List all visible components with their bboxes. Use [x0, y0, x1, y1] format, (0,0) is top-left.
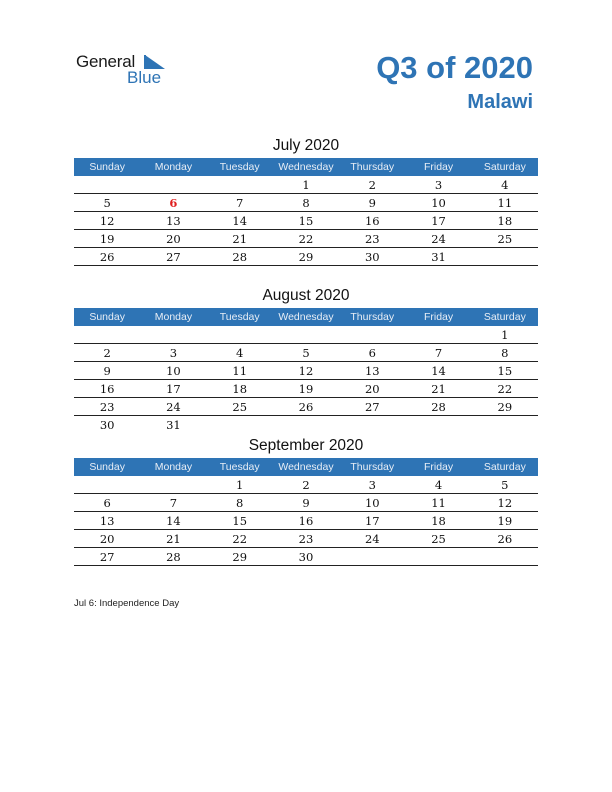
day-cell: 15: [497, 363, 513, 378]
weekday-label: Thursday: [350, 311, 395, 323]
day-cell: 7: [236, 195, 244, 210]
week-row: [74, 194, 538, 212]
weekday-label: Tuesday: [219, 461, 260, 473]
month-title: August 2020: [262, 287, 350, 304]
week-row: [74, 344, 538, 362]
day-cell: 28: [232, 249, 248, 264]
day-cell: 30: [298, 549, 314, 564]
weekday-label: Monday: [154, 311, 193, 323]
day-cell: 23: [99, 399, 115, 414]
day-cell: 17: [431, 213, 446, 228]
day-cell: 31: [431, 249, 446, 264]
day-cell: 29: [232, 549, 248, 564]
day-cell: 19: [99, 231, 115, 246]
day-cell: 13: [166, 213, 181, 228]
day-cell: 30: [99, 417, 115, 432]
day-cell: 16: [99, 381, 115, 396]
day-cell: 18: [497, 213, 513, 228]
logo-text-general: General: [76, 52, 136, 71]
weekday-label: Friday: [423, 461, 454, 473]
calendar-august: [74, 284, 538, 433]
day-cell: 25: [232, 399, 248, 414]
weekday-header: [74, 308, 538, 326]
day-cell: 12: [298, 363, 314, 378]
month-title: July 2020: [272, 137, 340, 154]
weekday-label: Wednesday: [278, 161, 334, 173]
day-cell: 29: [497, 399, 513, 414]
day-cell: 13: [99, 513, 115, 528]
logo-text-blue: Blue: [127, 68, 162, 87]
day-cell: 8: [302, 195, 310, 210]
weekday-label: Wednesday: [278, 311, 334, 323]
day-cell: 12: [99, 213, 115, 228]
weekday-label: Sunday: [89, 311, 125, 323]
day-cell: 3: [169, 345, 178, 360]
day-cell: 20: [99, 531, 115, 546]
day-cell: 3: [368, 477, 376, 492]
day-cell: 30: [364, 249, 380, 264]
weekday-label: Saturday: [483, 311, 526, 323]
day-cell: 11: [232, 363, 248, 378]
day-cell: 4: [434, 477, 443, 492]
day-cell: 3: [434, 177, 443, 192]
weekday-label: Tuesday: [219, 161, 260, 173]
day-cell: 22: [497, 381, 513, 396]
day-cell: 27: [166, 249, 181, 264]
calendar-july: [74, 134, 538, 266]
day-cell: 18: [232, 381, 248, 396]
weekday-label: Sunday: [89, 161, 125, 173]
day-cell: 2: [368, 177, 376, 192]
day-cell: 29: [298, 249, 314, 264]
day-cell: 25: [497, 231, 513, 246]
weekday-label: Monday: [154, 161, 193, 173]
day-cell: 9: [302, 495, 310, 510]
day-cell: 25: [431, 531, 446, 546]
week-row: [74, 380, 538, 398]
day-cell: 19: [298, 381, 314, 396]
day-cell: 1: [302, 177, 310, 192]
week-row: [74, 326, 538, 344]
weekday-label: Friday: [423, 311, 454, 323]
day-cell: 20: [166, 231, 181, 246]
day-cell: 9: [368, 195, 376, 210]
week-row: [74, 176, 538, 194]
week-row: [74, 212, 538, 230]
day-cell: 10: [431, 195, 446, 210]
day-cell: 5: [302, 345, 310, 360]
day-cell: 15: [232, 513, 248, 528]
day-cell: 2: [103, 345, 111, 360]
day-cell: 27: [99, 549, 115, 564]
general-blue-logo: [76, 52, 176, 92]
weekday-header: [74, 158, 538, 176]
day-cell: 28: [431, 399, 446, 414]
day-cell: 16: [298, 513, 314, 528]
day-cell: 9: [103, 363, 111, 378]
day-cell: 14: [166, 513, 181, 528]
day-cell: 8: [236, 495, 244, 510]
day-cell: 10: [364, 495, 380, 510]
country-name: Malawi: [467, 91, 533, 113]
day-cell: 23: [298, 531, 314, 546]
day-cell: 22: [298, 231, 314, 246]
day-cell: 11: [431, 495, 446, 510]
logo-flag-icon: [145, 55, 165, 69]
day-cell: 23: [364, 231, 380, 246]
day-cell: 20: [364, 381, 380, 396]
day-cell: 19: [497, 513, 513, 528]
day-cell: 12: [497, 495, 513, 510]
week-row: [74, 416, 538, 433]
day-cell: 7: [169, 495, 178, 510]
week-row: [74, 230, 538, 248]
month-title: September 2020: [248, 437, 364, 454]
week-row: [74, 494, 538, 512]
week-row: [74, 248, 538, 266]
page-title: Q3 of 2020: [376, 50, 533, 85]
day-cell: 5: [501, 477, 509, 492]
weekday-label: Wednesday: [278, 461, 334, 473]
weekday-label: Sunday: [89, 461, 125, 473]
week-row: [74, 398, 538, 416]
day-cell: 15: [298, 213, 314, 228]
day-cell: 11: [497, 195, 513, 210]
day-cell: 22: [232, 531, 248, 546]
week-row: [74, 362, 538, 380]
day-cell: 17: [166, 381, 181, 396]
day-cell: 24: [166, 399, 181, 414]
day-cell: 26: [298, 399, 314, 414]
weekday-label: Monday: [154, 461, 193, 473]
holiday-notes: [74, 598, 179, 609]
weekday-label: Friday: [423, 161, 454, 173]
day-cell: 1: [501, 327, 509, 342]
weekday-label: Saturday: [483, 461, 526, 473]
day-cell: 14: [431, 363, 446, 378]
week-row: [74, 548, 538, 566]
day-cell: 17: [364, 513, 380, 528]
day-cell: 21: [232, 231, 248, 246]
day-cell: 8: [501, 345, 509, 360]
day-cell: 5: [103, 195, 111, 210]
day-cell: 4: [501, 177, 509, 192]
calendar-september: [74, 434, 538, 566]
day-cell: 2: [302, 477, 310, 492]
week-row: [74, 512, 538, 530]
day-cell: 21: [431, 381, 446, 396]
day-cell: 7: [434, 345, 443, 360]
day-cell: 26: [497, 531, 513, 546]
day-cell: 16: [364, 213, 380, 228]
week-row: [74, 530, 538, 548]
day-cell: 13: [364, 363, 380, 378]
week-row: [74, 476, 538, 494]
day-cell: 26: [99, 249, 115, 264]
day-cell: 4: [236, 345, 244, 360]
day-cell: 10: [166, 363, 181, 378]
weekday-label: Thursday: [350, 461, 395, 473]
day-cell: 24: [431, 231, 446, 246]
day-cell: 18: [431, 513, 446, 528]
day-cell: 31: [166, 417, 181, 432]
holiday-note: Jul 6: Independence Day: [74, 598, 180, 609]
holiday-day-cell: 6: [169, 195, 178, 210]
weekday-label: Saturday: [483, 161, 526, 173]
weekday-header: [74, 458, 538, 476]
day-cell: 24: [364, 531, 380, 546]
weekday-label: Tuesday: [219, 311, 260, 323]
day-cell: 27: [364, 399, 380, 414]
day-cell: 6: [103, 495, 111, 510]
day-cell: 28: [166, 549, 181, 564]
day-cell: 6: [368, 345, 376, 360]
day-cell: 21: [166, 531, 181, 546]
weekday-label: Thursday: [350, 161, 395, 173]
day-cell: 1: [236, 477, 244, 492]
day-cell: 14: [232, 213, 248, 228]
